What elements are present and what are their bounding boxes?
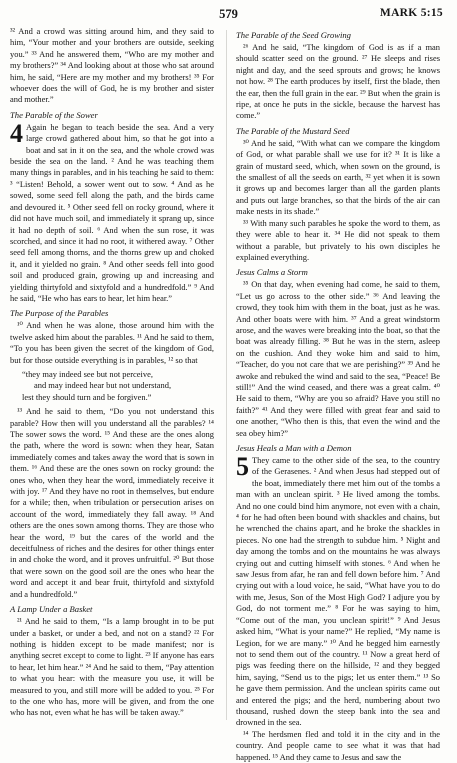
section-heading-growing: The Parable of the Seed Growing	[236, 30, 351, 40]
section-heading-purpose: The Purpose of the Parables	[10, 308, 109, 319]
paragraph-demon	[236, 452, 440, 729]
paragraph-growing: ²⁶ And he said, “The kingdom of God is as if a man should scatter seed on the ground. ²⁷ He sleeps and rises night and day, and the seed sprouts and grows; he knows not how. ²⁸ The earth produces by itself, first the blade, then the ear, then the full grain in the ear. ²⁹ But when the grain is ripe, at once he puts in the sickle, because the harvest has come.”	[236, 42, 440, 121]
section-heading-demon: Jesus Heals a Man with a Demon	[236, 443, 352, 453]
chapter-number-4: 4	[10, 118, 23, 148]
section-heading-mustard: The Parable of the Mustard Seed	[236, 125, 350, 136]
paragraph-explain: ¹³ And he said to them, “Do you not understand this parable? How then will you understand all the parables? ¹⁴ The sower sows the word. ¹⁵ And these are the ones along the path, where the word is sown: when they hear, Satan immediately comes and takes away the word that is sown in them. ¹⁶ And these are the ones sown on rocky ground: the ones who, when they hear the word, immediately receive it with joy. ¹⁷ And they have no root in themselves, but endure for a while; then, when tribulation or persecution arises on account of the word, immediately they fall away. ¹⁸ And others are the ones sown among thorns. They are those who hear the word, ¹⁹ but the cares of the world and the deceitfulness of riches and the desires for other things enter in and choke the word, and it proves unfruitful. ²⁰ But those that were sown on the good soil are the ones who hear the word and accept it and bear fruit, thirtyfold and sixtyfold and a hundredfold.”	[10, 406, 214, 599]
left-column	[10, 26, 214, 726]
right-column	[236, 26, 440, 762]
paragraph-storm: ³⁵ On that day, when evening had come, he said to them, “Let us go across to the other side.” ³⁶ And leaving the crowd, they took him with them in the boat, just as he was. And other boats were with him. ³⁷ And a great windstorm arose, and the waves were breaking into the boat, so that the boat was already filling. ³⁸ But he was in the stern, asleep on the cushion. And they woke him and said to him, “Teacher, do you not care that we are perishing?” ³⁹ And he awoke and rebuked the wind and said to the sea, “Peace! Be still!” And the wind ceased, and there was a great calm. ⁴⁰ He said to them, “Why are you so afraid? Have you still no faith?” ⁴¹ And they were filled with great fear and said to one another, “Who then is this, that even the wind and the sea obey him?”	[236, 279, 440, 438]
column-gutter	[226, 30, 227, 720]
section-heading-storm: Jesus Calms a Storm	[236, 267, 308, 278]
section-heading-lamp: A Lamp Under a Basket	[10, 604, 93, 615]
running-head: MARK 5:15	[379, 7, 443, 19]
paragraph-sower-text: Again he began to teach beside the sea. And a very large crowd gathered about him, so that he got into a boat and sat in it on the sea, and the whole crowd was beside the sea on the land. ² And he was teaching them many things in parables, and in his teaching he said to them: ³ “Listen! Behold, a sower went out to sow. ⁴ And as he sowed, some seed fell along the path, and the birds came and devoured it. ⁵ Other seed fell on rocky ground, where it did not have much soil, and immediately it sprang up, since it had no depth of soil. ⁶ And when the sun rose, it was scorched, and since it had no root, it withered away. ⁷ Other seed fell among thorns, and the thorns grew up and choked it, and it yielded no grain. ⁸ And other seeds fell into good soil and produced grain, growing up and increasing and yielding thirtyfold and sixtyfold and a hundredfold.” ⁹ And he said, “He who has ears to hear, let him hear.”	[10, 121, 214, 303]
paragraph-mustard-2: ³³ With many such parables he spoke the word to them, as they were able to hear it. ³⁴ He did not speak to them without a parable, but privately to his own disciples he explained everything.	[236, 217, 440, 262]
paragraph-demon-text: They came to the other side of the sea, to the country of the Gerasenes. ² And when Jesus had stepped out of the boat, immediately there met him out of the tombs a man with an unclean spirit. ³ He lived among the tombs. And no one could bind him anymore, not even with a chain, ⁴ for he had often been bound with shackles and chains, but he wrenched the chains apart, and he broke the shackles in pieces. No one had the strength to subdue him. ⁵ Night and day among the tombs and on the mountains he was always crying out and cutting himself with stones. ⁶ And when he saw Jesus from afar, he ran and fell down before him. ⁷ And crying out with a loud voice, he said, “What have you to do with me, Jesus, Son of the Most High God? I adjure you by God, do not torment me.” ⁸ For he was saying to him, “Come out of the man, you unclean spirit!” ⁹ And Jesus asked him, “What is your name?” He replied, “My name is Legion, for we are many.” ¹⁰ And he begged him earnestly not to send them out of the country. ¹¹ Now a great herd of pigs was feeding there on the hillside, ¹² and they begged him, saying, “Send us to the pigs; let us enter them.” ¹³ So he gave them permission. And the unclean spirits came out and entered the pigs; and the herd, numbering about two thousand, rushed down the steep bank into the sea and drowned in the sea.	[236, 455, 440, 728]
poem-quote	[10, 369, 214, 403]
poem-line-2: and may indeed hear but not understand,	[34, 380, 172, 391]
paragraph-purpose: ¹⁰ And when he was alone, those around him with the twelve asked him about the parables. ¹¹ And he said to them, “To you has been given the secret of the kingdom of God, but for those outside everything is in parables, ¹² so that	[10, 320, 214, 365]
paragraph-sower	[10, 118, 214, 305]
paragraph-mustard: ³⁰ And he said, “With what can we compare the kingdom of God, or what parable shall we use for it? ³¹ It is like a grain of mustard seed, which, when sown on the ground, is the smallest of all the seeds on earth, ³² yet when it is sown it grows up and becomes larger than all the garden plants and puts out large branches, so that the birds of the air can make nests in its shade.”	[236, 137, 440, 217]
paragraph-lamp: ²¹ And he said to them, “Is a lamp brought in to be put under a basket, or under a bed, and not on a stand? ²² For nothing is hidden except to be made manifest; nor is anything secret except to come to light. ²³ If anyone has ears to hear, let him hear.” ²⁴ And he said to them, “Pay attention to what you hear: with the measure you use, it will be measured to you, and still more will be added to you. ²⁵ For to the one who has, more will be given, and from the one who has not, even what he has will be taken away.”	[10, 616, 214, 718]
poem-line-3: lest they should turn and be forgiven.”	[22, 391, 152, 402]
page-header	[0, 7, 457, 23]
page-number: 579	[219, 7, 238, 21]
section-heading-sower: The Parable of the Sower	[10, 109, 98, 120]
paragraph-mark-3-32: ³² And a crowd was sitting around him, and they said to him, “Your mother and your brothers are outside, seeking you.” ³³ And he answered them, “Who are my mother and my brothers?” ³⁴ And looking about at those who sat around him, he said, “Here are my mother and my brothers! ³⁵ For whoever does the will of God, he is my brother and sister and mother.”	[10, 26, 214, 105]
poem-line-1: “they may indeed see but not perceive,	[22, 368, 153, 379]
chapter-number-5: 5	[236, 452, 249, 481]
paragraph-herdsmen: ¹⁴ The herdsmen fled and told it in the city and in the country. And people came to see what it was that had happened. ¹⁵ And they came to Jesus and saw the	[236, 728, 440, 762]
